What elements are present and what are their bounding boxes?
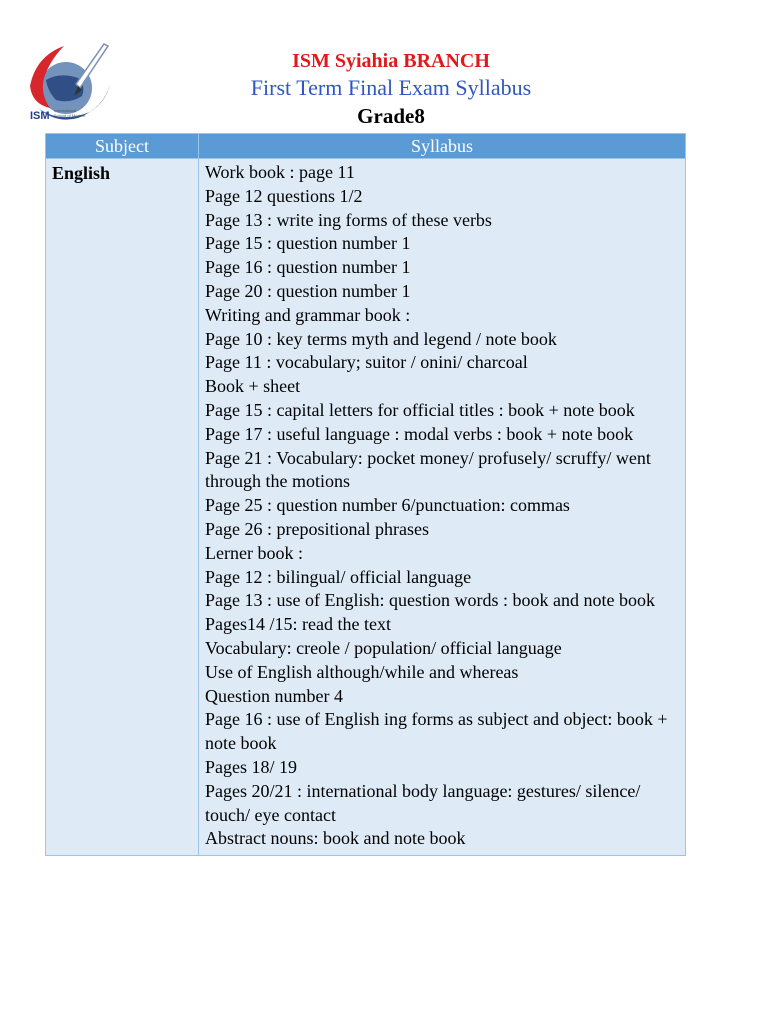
syllabus-cell <box>199 159 686 856</box>
syllabus-item: Abstract nouns: book and note book <box>205 828 466 849</box>
branch-title: ISM Syiahia BRANCH <box>292 50 490 72</box>
syllabus-item: Page 26 : prepositional phrases <box>205 518 429 539</box>
subject-cell: English <box>46 159 199 856</box>
exam-title: First Term Final Exam Syllabus <box>250 75 532 100</box>
table-row <box>46 159 686 856</box>
syllabus-item: Page 20 : question number 1 <box>205 280 411 301</box>
subject-column-header: Subject <box>46 134 199 159</box>
syllabus-item: Page 11 : vocabulary; suitor / onini/ charcoal <box>205 352 528 373</box>
syllabus-item: Pages14 /15: read the text <box>205 614 391 635</box>
syllabus-item: Pages 18/ 19 <box>205 756 297 777</box>
logo-acronym: ISM <box>30 110 50 122</box>
table-header-row <box>46 134 686 159</box>
syllabus-column-header: Syllabus <box>199 134 686 159</box>
logo-subtitle: International School of Modern <box>54 108 86 118</box>
syllabus-table <box>45 133 686 856</box>
syllabus-item: Work book : page 11 <box>205 162 355 182</box>
document-header <box>0 48 768 130</box>
syllabus-item: Page 10 : key terms myth and legend / note book <box>205 328 557 349</box>
syllabus-list <box>199 159 685 855</box>
syllabus-item: Book + sheet <box>205 376 301 397</box>
syllabus-item: Page 21 : Vocabulary: pocket money/ profusely/ scruffy/ went through the motions <box>205 447 651 492</box>
grade-title: Grade8 <box>357 104 425 128</box>
syllabus-item: Page 16 : question number 1 <box>205 257 411 278</box>
syllabus-item: Vocabulary: creole / population/ official language <box>205 637 562 658</box>
syllabus-item: Question number 4 <box>205 685 343 706</box>
syllabus-item: Page 12 questions 1/2 <box>205 185 363 206</box>
syllabus-item: Use of English although/while and whereas <box>205 661 519 682</box>
syllabus-item: Lerner book : <box>205 542 303 563</box>
syllabus-item: Writing and grammar book : <box>205 304 411 325</box>
syllabus-item: Page 13 : use of English: question words : book and note book <box>205 590 655 611</box>
syllabus-item: Page 25 : question number 6/punctuation: commas <box>205 495 570 516</box>
syllabus-item: Page 15 : capital letters for official titles : book + note book <box>205 399 635 420</box>
syllabus-item: Pages 20/21 : international body language: gestures/ silence/ touch/ eye contact <box>205 780 641 825</box>
syllabus-item: Page 15 : question number 1 <box>205 233 411 254</box>
syllabus-item: Page 12 : bilingual/ official language <box>205 566 472 587</box>
syllabus-item: Page 16 : use of English ing forms as subject and object: book + note book <box>205 709 668 754</box>
syllabus-item: Page 17 : useful language : modal verbs : book + note book <box>205 423 634 444</box>
syllabus-item: Page 13 : write ing forms of these verbs <box>205 209 492 230</box>
